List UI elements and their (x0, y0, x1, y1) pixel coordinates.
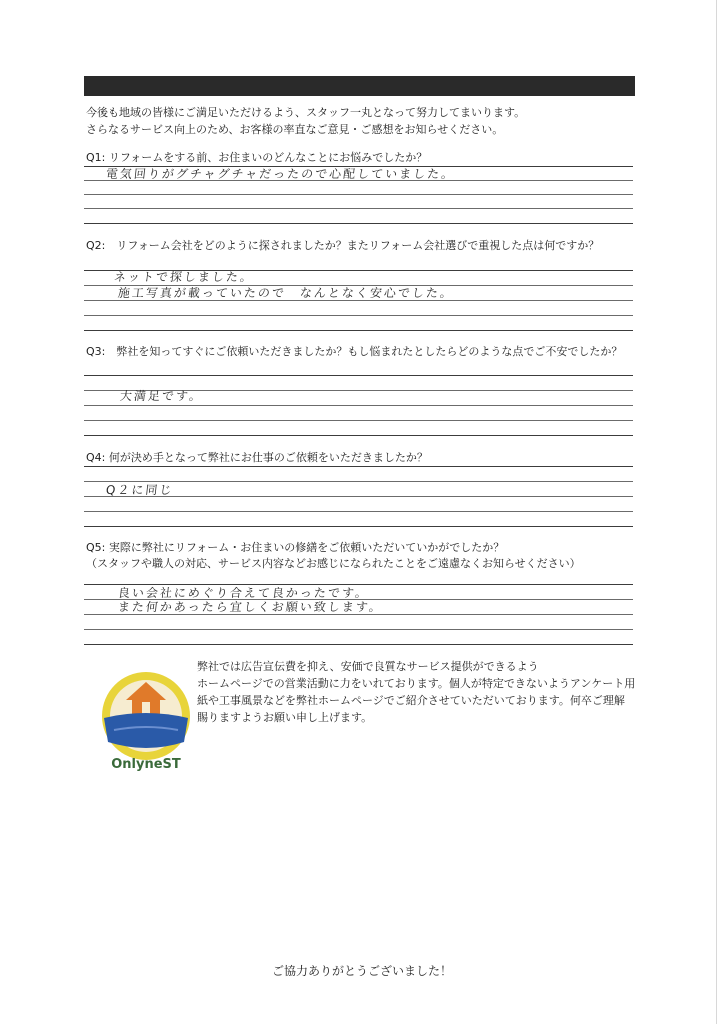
answer-5-line-1: 良い会社にめぐり合えて良かったです。 (117, 586, 370, 600)
question-5 (86, 540, 642, 572)
intro-line-1: 今後も地域の皆様にご満足いただけるよう、スタッフ一丸となって努力してまいります。 (86, 106, 526, 119)
ad-line-2: ホームページでの営業活動に力をいれております。個人が特定できないようアンケート用 (197, 677, 636, 690)
question-1 (86, 150, 642, 166)
question-5-text-2: （スタッフや職人の対応、サービス内容などお感じになられたことをご遠慮なくお知らせください） (86, 557, 581, 570)
intro-text (86, 104, 646, 138)
intro-line-2: さらなるサービス向上のため、お客様の率直なご意見・ご感想をお知らせください。 (86, 123, 504, 136)
question-4-text: Q4: 何が決め手となって弊社にお仕事のご依頼をいただきましたか？ (86, 451, 428, 464)
ad-line-3: 紙や工事風景などを弊社ホームページでご紹介させていただいております。何卒ご理解 (197, 694, 625, 707)
question-1-text: Q1: リフォームをする前、お住まいのどんなことにお悩みでしたか？ (86, 151, 428, 164)
logo-brand-text: OnlyneST (111, 757, 181, 772)
page-edge (716, 0, 717, 1024)
question-4 (86, 450, 642, 466)
answer-box-3 (84, 375, 633, 437)
answer-4-line-1: Q２に同じ (105, 483, 175, 497)
answer-box-1 (84, 166, 633, 226)
answer-box-2 (84, 270, 633, 332)
ad-line-1: 弊社では広告宣伝費を抑え、安価で良質なサービス提供ができるよう (197, 660, 539, 673)
question-2 (86, 238, 642, 254)
answer-box-4 (84, 466, 633, 528)
answer-box-5 (84, 584, 633, 646)
answer-2-line-2: 施工写真が載っていたので なんとなく安心でした。 (117, 286, 455, 300)
answer-2-line-1: ネットで探しました。 (113, 270, 255, 284)
advertising-note (197, 658, 637, 726)
answer-5-line-2: また何かあったら宜しくお願い致します。 (117, 600, 384, 614)
question-2-text: Q2: リフォーム会社をどのように探されましたか？またリフォーム会社選びで重視した点は何ですか？ (86, 239, 600, 252)
answer-3-line-1: 大満足です。 (119, 389, 204, 403)
question-5-text-1: Q5: 実際に弊社にリフォーム・お住まいの修繕をご依頼いただいていかがでしたか？ (86, 541, 505, 554)
header-bar (84, 76, 635, 96)
question-3-text: Q3: 弊社を知ってすぐにご依頼いただきましたか？もし悩まれたとしたらどのような点でご不安でしたか？ (86, 345, 623, 358)
answer-1-line-1: 電気回りがグチャグチャだったので心配していました。 (105, 167, 456, 181)
company-logo (100, 668, 192, 778)
question-3 (86, 344, 642, 360)
ad-line-4: 賜りますようお願い申し上げます。 (197, 711, 373, 724)
footer-thanks: ご協力ありがとうございました！ (271, 964, 452, 978)
